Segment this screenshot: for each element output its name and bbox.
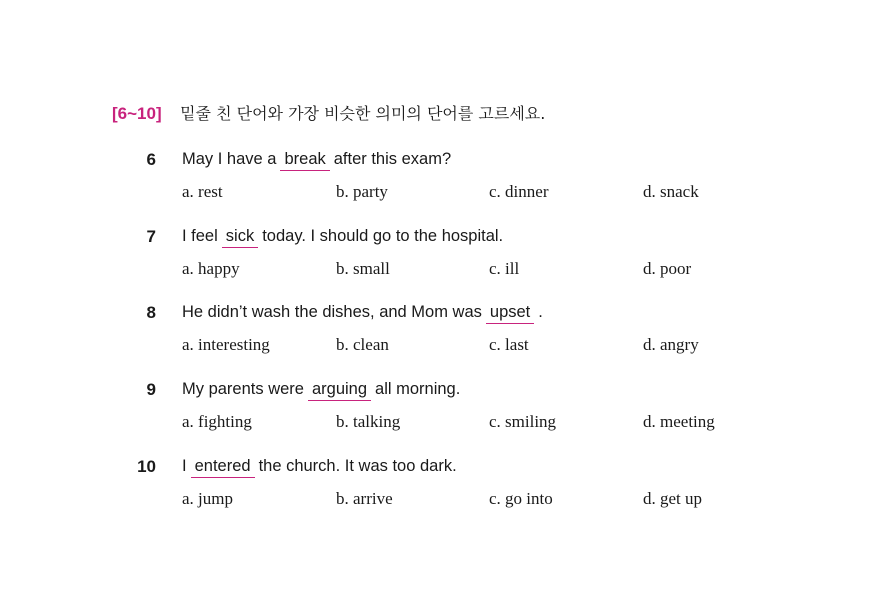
- question-6: [0, 150, 873, 210]
- option-d[interactable]: d. meeting: [643, 412, 715, 431]
- question-sentence: [182, 303, 543, 324]
- question-number: 9: [146, 380, 156, 399]
- option-b[interactable]: b. arrive: [336, 489, 393, 508]
- question-sentence: [182, 227, 503, 248]
- sentence-before: I feel: [182, 227, 218, 245]
- option-c[interactable]: c. go into: [489, 489, 553, 508]
- option-c[interactable]: c. dinner: [489, 182, 549, 201]
- option-a[interactable]: a. happy: [182, 259, 240, 278]
- sentence-before: He didn’t wash the dishes, and Mom was: [182, 303, 482, 321]
- underlined-word: entered: [191, 457, 255, 478]
- option-c[interactable]: c. last: [489, 335, 529, 354]
- sentence-after: all morning.: [375, 380, 461, 398]
- question-sentence: [182, 457, 457, 478]
- option-b[interactable]: b. small: [336, 259, 390, 278]
- sentence-before: My parents were: [182, 380, 304, 398]
- question-7: [0, 227, 873, 287]
- sentence-after: the church. It was too dark.: [258, 457, 457, 475]
- question-sentence: [182, 380, 460, 401]
- option-d[interactable]: d. snack: [643, 182, 699, 201]
- question-10: [0, 457, 873, 517]
- question-number: 6: [146, 150, 156, 169]
- option-a[interactable]: a. rest: [182, 182, 223, 201]
- question-8: [0, 303, 873, 363]
- sentence-after: after this exam?: [333, 150, 452, 168]
- section-header: [112, 101, 545, 125]
- option-c[interactable]: c. ill: [489, 259, 520, 278]
- question-number: 7: [146, 227, 156, 246]
- option-a[interactable]: a. interesting: [182, 335, 270, 354]
- sentence-before: May I have a: [182, 150, 277, 168]
- instruction-text: 밑줄 친 단어와 가장 비슷한 의미의 단어를 고르세요.: [180, 104, 546, 123]
- question-number: 8: [146, 303, 156, 322]
- question-9: [0, 380, 873, 440]
- option-b[interactable]: b. clean: [336, 335, 389, 354]
- underlined-word: upset: [486, 303, 534, 324]
- option-c[interactable]: c. smiling: [489, 412, 557, 431]
- option-d[interactable]: d. poor: [643, 259, 692, 278]
- question-range: [6~10]: [112, 104, 162, 123]
- sentence-after: today. I should go to the hospital.: [262, 227, 504, 245]
- option-b[interactable]: b. party: [336, 182, 388, 201]
- sentence-after: .: [538, 303, 543, 321]
- option-a[interactable]: a. jump: [182, 489, 233, 508]
- option-a[interactable]: a. fighting: [182, 412, 252, 431]
- underlined-word: break: [280, 150, 329, 171]
- option-d[interactable]: d. get up: [643, 489, 703, 508]
- option-b[interactable]: b. talking: [336, 412, 401, 431]
- underlined-word: arguing: [308, 380, 371, 401]
- sentence-before: I: [182, 457, 187, 475]
- underlined-word: sick: [222, 227, 258, 248]
- question-sentence: [182, 150, 451, 171]
- question-number: 10: [137, 457, 156, 476]
- option-d[interactable]: d. angry: [643, 335, 699, 354]
